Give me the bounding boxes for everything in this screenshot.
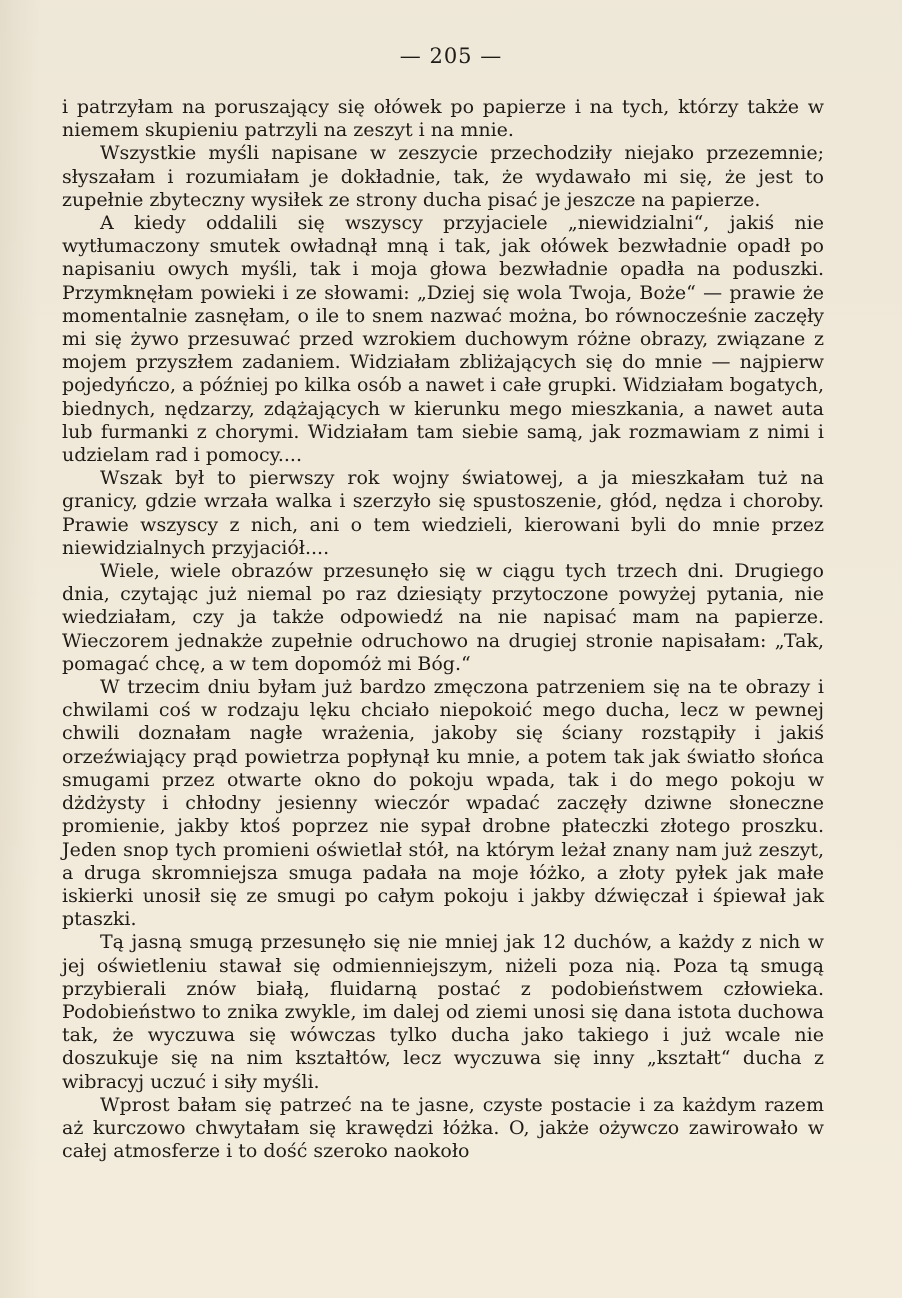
paragraph-4: Wszak był to pierwszy rok wojny światowej, a ja mieszkałam tuż na granicy, gdzie wrzała walka i szerzyło się spustoszenie, głód, nędza i choroby. Prawie wszyscy z nich, ani o tem wiedzieli, kierowani byli do mnie przez niewidzialnych przyjaciół.... bbox=[62, 467, 824, 559]
body-text bbox=[62, 96, 824, 1163]
paragraph-1: i patrzyłam na poruszający się ołówek po papierze i na tych, którzy także w niemem skupieniu patrzyli na zeszyt i na mnie. bbox=[62, 96, 824, 142]
paragraph-2: Wszystkie myśli napisane w zeszycie przechodziły niejako przezemnie; słyszałam i rozumiałam je dokładnie, tak, że wydawało mi się, że jest to zupełnie zbyteczny wysiłek ze strony ducha pisać je jeszcze na papierze. bbox=[62, 142, 824, 211]
paragraph-6: W trzecim dniu byłam już bardzo zmęczona patrzeniem się na te obrazy i chwilami coś w rodzaju lęku chciało niepokoić mego ducha, lecz w pewnej chwili doznałam nagłe wrażenia, jakoby się ściany rozstąpiły i jakiś orzeźwiający prąd powietrza popłynął ku mnie, a potem tak jak światło słońca smugami przez otwarte okno do pokoju wpada, tak i do mego pokoju w dżdżysty i chłodny jesienny wieczór wpadać zaczęły dziwne słoneczne promienie, jakby ktoś poprzez nie sypał drobne płateczki złotego proszku. Jeden snop tych promieni oświetlał stół, na którym leżał znany nam już zeszyt, a druga skromniejsza smuga padała na moje łóżko, a złoty pyłek jak małe iskierki unosił się ze smugi po całym pokoju i jakby dźwięczał i śpiewał jak ptaszki. bbox=[62, 676, 824, 931]
page-number: — 205 — bbox=[399, 44, 503, 68]
paragraph-8: Wprost bałam się patrzeć na te jasne, czyste postacie i za każdym razem aż kurczowo chwytałam się krawędzi łóżka. O, jakże ożywczo zawirowało w całej atmosferze i to dość szeroko naokoło bbox=[62, 1093, 824, 1163]
paragraph-5: Wiele, wiele obrazów przesunęło się w ciągu tych trzech dni. Drugiego dnia, czytając już niemal po raz dziesiąty przytoczone powyżej pytania, nie wiedziałam, czy ja także odpowiedź na nie napisać mam na papierze. Wieczorem jednakże zupełnie odruchowo na drugiej stronie napisałam: „Tak, pomagać chcę, a w tem dopomóż mi Bóg.“ bbox=[62, 560, 824, 675]
paragraph-3: A kiedy oddalili się wszyscy przyjaciele „niewidzialni“, jakiś nie wytłumaczony smutek owładnął mną i tak, jak ołówek bezwładnie opadł po napisaniu owych myśli, tak i moja głowa bezwładnie opadła na poduszki. Przymknęłam powieki i ze słowami: „Dziej się wola Twoja, Boże“ — prawie że momentalnie zasnęłam, o ile to snem nazwać można, bo równocześnie zaczęły mi się żywo przesuwać przed wzrokiem duchowym różne obrazy, związane z mojem przyszłem zadaniem. Widziałam zbliżających się do mnie — najpierw pojedyńczo, a później po kilka osób a nawet i całe grupki. Widziałam bogatych, biednych, nędzarzy, zdążających w kierunku mego mieszkania, a nawet auta lub furmanki z chorymi. Widziałam tam siebie samą, jak rozmawiam z nimi i udzielam rad i pomocy.... bbox=[62, 212, 824, 467]
paragraph-7: Tą jasną smugą przesunęło się nie mniej jak 12 duchów, a każdy z nich w jej oświetleniu stawał się odmienniejszym, niżeli poza nią. Poza tą smugą przybierali znów białą, fluidarną postać z podobieństwem człowieka. Podobieństwo to znika zwykle, im dalej od ziemi unosi się dana istota duchowa tak, że wyczuwa się wówczas tylko ducha jako takiego i już wcale nie doszukuje się na nim kształtów, lecz wyczuwa się inny „kształt“ ducha z wibracyj uczuć i siły myśli. bbox=[62, 931, 824, 1093]
